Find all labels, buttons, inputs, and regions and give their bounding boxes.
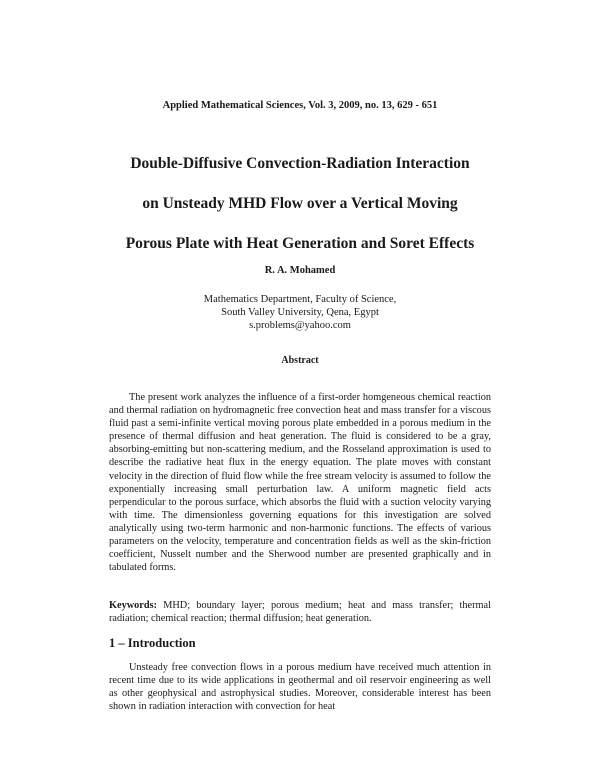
author-email: s.problems@yahoo.com [249,320,351,331]
paper-title-line-2: on Unsteady MHD Flow over a Vertical Moving [142,195,458,212]
paper-title-line-1: Double-Diffusive Convection-Radiation Interaction [130,155,470,172]
journal-citation: Applied Mathematical Sciences, Vol. 3, 2009, no. 13, 629 - 651 [162,100,438,111]
keywords [109,599,491,625]
author-name: R. A. Mohamed [264,265,336,276]
affiliation-line-2: South Valley University, Qena, Egypt [221,307,379,318]
abstract-body [109,391,491,574]
keywords-text: MHD; boundary layer; porous medium; heat and mass transfer; thermal radiation; chemical reaction; thermal diffusion; heat generation. [109,600,491,625]
affiliation-line-1: Mathematics Department, Faculty of Science, [203,294,397,305]
abstract-heading: Abstract [281,355,319,366]
introduction-text: Unsteady free convection flows in a porous medium have received much attention in recent time due to its wide applications in geothermal and oil reservoir engineering as well as other geophysical and astrophysical studies. Moreover, considerable interest has been shown in radiation interaction with convection for heat [109,662,491,713]
abstract-text: The present work analyzes the influence of a first-order homgeneous chemical reaction and thermal radiation on hydromagnetic free convection heat and mass transfer for a viscous fluid past a semi-infinite vertical moving porous plate embedded in a porous medium in the presence of thermal diffusion and heat generation. The fluid is considered to be a gray, absorbing-emitting but non-scattering medium, and the Rosseland approximation is used to describe the radiative heat flux in the energy equation. The plate moves with constant velocity in the direction of fluid flow while the free stream velocity is assumed to follow the exponentially increasing small perturbation law. A uniform magnetic field acts perpendicular to the porous surface, which absorbs the fluid with a suction velocity varying with time. The dimensionless governing equations for this investigation are solved analytically using two-term harmonic and non-harmonic functions. The effects of various parameters on the velocity, temperature and concentration fields as well as the skin-friction coefficient, Nusselt number and the Sherwood number are presented graphically and in tabulated forms. [109,392,491,574]
paper-title-line-3: Porous Plate with Heat Generation and Soret Effects [125,235,475,252]
introduction-body [109,661,491,713]
keywords-label: Keywords: [109,600,158,611]
introduction-heading: 1 – Introduction [109,636,196,650]
